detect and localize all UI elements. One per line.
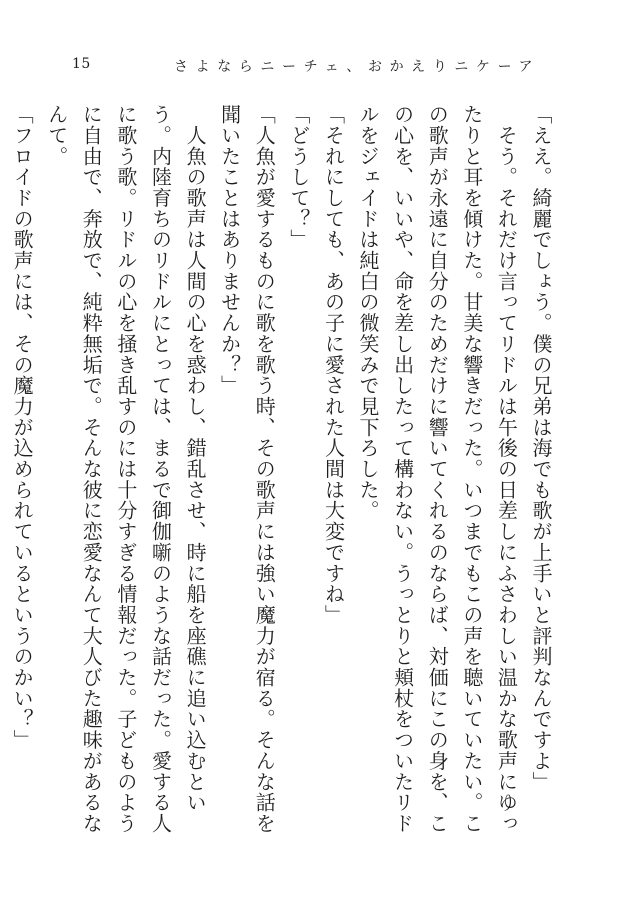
paragraph: 「それにしても、あの子に愛された人間は大変ですね」 [321, 104, 346, 626]
running-header: さよならニーチェ、おかえりニケーア [174, 59, 541, 75]
paragraph: 「フロイドの歌声には、その魔力が込められているというのかい？」 [10, 104, 35, 751]
vertical-body-text [10, 104, 558, 848]
page-number: 15 [72, 56, 91, 72]
paragraph: 「どうして？」 [286, 104, 311, 250]
paragraph: そう。それだけ言ってリドルは午後の日差しにふさわしい温かな歌声にゆったりと耳を傾けた。甘美な響きだった。いつまでもこの声を聴いていたい。この歌声が永遠に自分のためだけに響いてくれるのならば、対価にこの身を、この心を、いいや、命を差し出したって構わない。うっとりと頬杖をついたリドルをジェイドは純白の微笑みで見下ろした。 [356, 104, 519, 834]
paragraph: 人魚の歌声は人間の心を惑わし、錯乱させ、時に船を座礁に追い込むという。内陸育ちのリドルにとっては、まるで御伽噺のような話だった。愛する人に歌う歌。リドルの心を掻き乱すのには十分すぎる情報だった。子どものように自由で、奔放で、純粋無垢で。そんな彼に恋愛なんて大人びた趣味があるなんて。 [44, 104, 208, 834]
paragraph: 「ええ。綺麗でしょう。僕の兄弟は海でも歌が上手いと評判なんですよ」 [529, 104, 553, 793]
paragraph [0, 104, 5, 848]
paragraph: 「人魚が愛するものに歌を歌う時、その歌声には強い魔力が宿る。そんな話を聞いたことはありませんか？」 [217, 104, 277, 834]
